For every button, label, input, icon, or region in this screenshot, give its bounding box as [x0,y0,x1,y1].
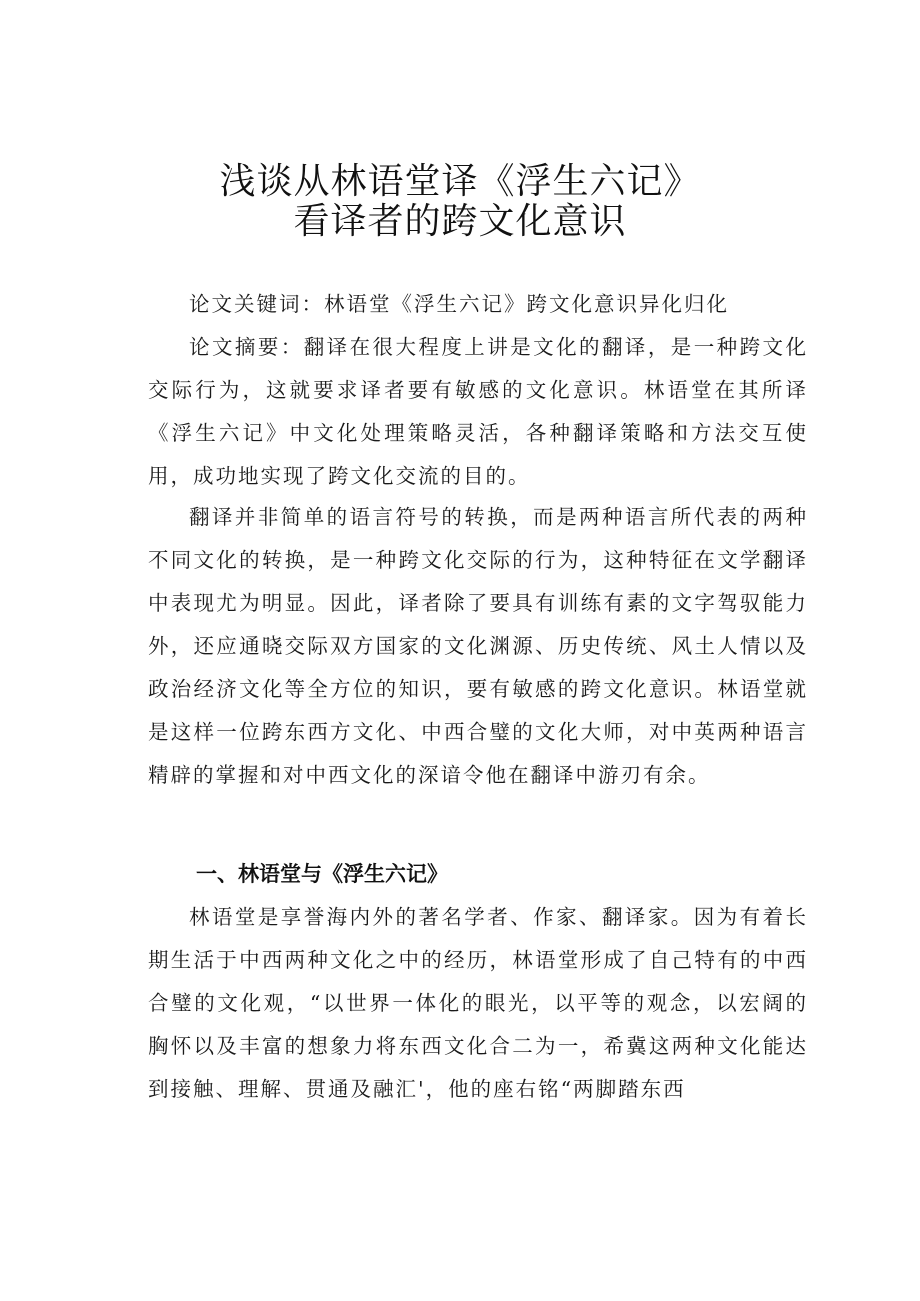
document-title-line-1: 浅谈从林语堂译《浮生六记》 [219,161,701,202]
document-title-line-2: 看译者的跨文化意识 [293,201,627,242]
section-1-paragraph: 林语堂是享誉海内外的著名学者、作家、翻译家。因为有着长期生活于中西两种文化之中的经历，林语堂形成了自己特有的中西合璧的文化观，“以世界一体化的眼光，以平等的观念，以宏阔的胸怀以及丰富的想象力将东西文化合二为一，希冀这两种文化能达到接触、理解、贯通及融汇'，他的座右铭“两脚踏东西 [148,905,808,1101]
abstract-paragraph: 论文摘要：翻译在很大程度上讲是文化的翻译，是一种跨文化交际行为，这就要求译者要有敏感的文化意识。林语堂在其所译《浮生六记》中文化处理策略灵活，各种翻译策略和方法交互使用，成功地实现了跨文化交流的目的。 [148,335,808,488]
section-heading-1: 一、林语堂与《浮生六记》 [196,862,448,886]
intro-paragraph: 翻译并非简单的语言符号的转换，而是两种语言所代表的两种不同文化的转换，是一种跨文化交际的行为，这种特征在文学翻译中表现尤为明显。因此，译者除了要具有训练有素的文字驾驭能力外，还应通晓交际双方国家的文化渊源、历史传统、风土人情以及政治经济文化等全方位的知识，要有敏感的跨文化意识。林语堂就是这样一位跨东西方文化、中西合璧的文化大师，对中英两种语言精辟的掌握和对中西文化的深谙令他在翻译中游刃有余。 [148,505,808,787]
keywords-paragraph: 论文关键词：林语堂《浮生六记》跨文化意识异化归化 [189,292,729,316]
